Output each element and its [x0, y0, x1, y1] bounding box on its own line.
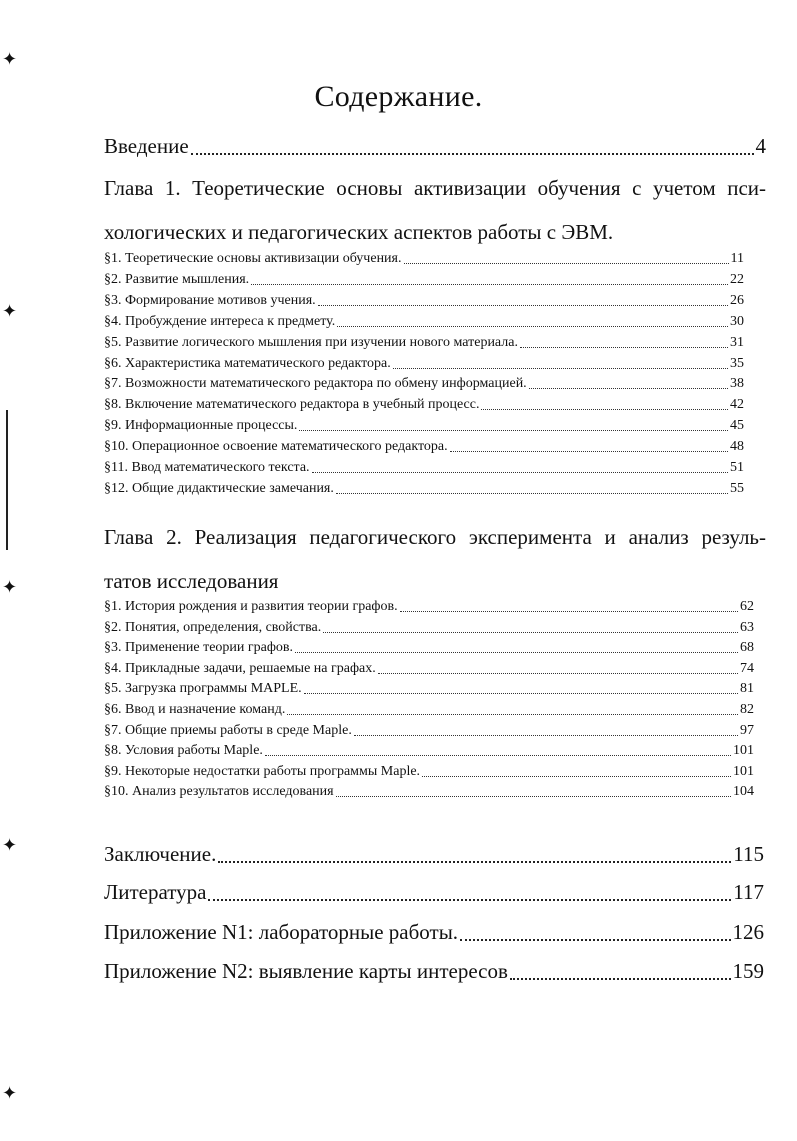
toc-entry-page: 31 — [730, 334, 744, 350]
leader-dots — [312, 472, 728, 473]
toc-entry-label: Литература — [104, 880, 207, 904]
leader-dots — [378, 673, 738, 674]
leader-dots — [404, 263, 729, 264]
toc-entry-page: 51 — [730, 460, 744, 475]
toc-section-item — [104, 620, 754, 636]
leader-dots — [287, 714, 738, 715]
punch-hole-mark-icon: ✦ — [2, 1083, 18, 1103]
leader-dots — [218, 861, 731, 863]
chapter2-heading-line2: татов исследования — [104, 569, 279, 593]
toc-section-item — [104, 661, 754, 677]
toc-entry-page: 62 — [740, 599, 754, 614]
toc-entry-page: 81 — [740, 681, 754, 697]
leader-dots — [208, 899, 731, 901]
toc-entry-label: §7. Возможности математического редактора по обмену информацией. — [104, 376, 527, 392]
page-title: Содержание. — [314, 80, 483, 113]
toc-entry-label: §9. Информационные процессы. — [104, 418, 298, 434]
toc-entry-label: §10. Операционное освоение математического редактора. — [104, 439, 448, 455]
leader-dots — [318, 305, 728, 306]
chapter1-heading-line2: хологических и педагогических аспектов работы с ЭВМ. — [104, 220, 614, 244]
toc-entry-page: 45 — [730, 418, 744, 434]
toc-entry-label: §4. Пробуждение интереса к предмету. — [104, 313, 336, 329]
toc-section-item — [104, 640, 754, 656]
leader-dots — [520, 347, 728, 348]
toc-entry-label: §6. Ввод и назначение команд. — [104, 702, 286, 717]
toc-entry-label: Введение — [104, 134, 189, 158]
punch-hole-mark-icon: ✦ — [2, 49, 18, 69]
scan-edge-line — [6, 410, 8, 550]
leader-dots — [336, 493, 728, 494]
toc-entry-label: §1. Теоретические основы активизации обучения. — [104, 251, 402, 266]
leader-dots — [337, 326, 728, 327]
toc-entry-label: §12. Общие дидактические замечания. — [104, 480, 334, 496]
punch-hole-mark-icon: ✦ — [2, 301, 18, 321]
toc-entry-page: 11 — [730, 251, 744, 266]
leader-dots — [265, 755, 731, 756]
leader-dots — [323, 632, 738, 633]
toc-entry-label: §7. Общие приемы работы в среде Maple. — [104, 722, 352, 738]
chapter1-heading-line1: Глава 1. Теоретические основы активизации обучения с учетом пси- — [104, 176, 766, 200]
toc-entry-label: §3. Применение теории графов. — [104, 640, 294, 656]
toc-entry-label: §9. Некоторые недостатки работы программы Maple. — [104, 763, 421, 779]
toc-entry-page: 115 — [733, 842, 764, 866]
toc-entry-label: §1. История рождения и развития теории графов. — [104, 599, 398, 614]
toc-section-item — [104, 356, 744, 372]
toc-entry-label: §2. Развитие мышления. — [104, 271, 250, 287]
leader-dots — [251, 284, 728, 285]
toc-section-item — [104, 251, 744, 267]
chapter2-heading-line1: Глава 2. Реализация педагогического эксперимента и анализ резуль- — [104, 525, 766, 549]
toc-section-item — [104, 764, 754, 780]
leader-dots — [295, 652, 738, 653]
leader-dots — [191, 153, 754, 155]
toc-entry-page: 4 — [755, 134, 766, 158]
toc-entry-page: 101 — [733, 763, 754, 779]
toc-entry-page: 38 — [730, 376, 744, 392]
toc-entry-label: Заключение. — [104, 842, 217, 866]
toc-section-item — [104, 599, 754, 615]
leader-dots — [481, 409, 728, 410]
toc-entry-page: 74 — [740, 660, 754, 676]
toc-section-item — [104, 418, 744, 434]
toc-entry-page: 97 — [740, 722, 754, 738]
toc-entry-page: 48 — [730, 439, 744, 455]
toc-entry-page: 159 — [732, 959, 764, 983]
toc-closing-item — [104, 880, 764, 905]
toc-section-item — [104, 397, 744, 413]
chapter1-heading — [104, 166, 766, 254]
toc-section-item — [104, 723, 754, 739]
toc-entry-page: 117 — [733, 880, 764, 904]
toc-closing-item — [104, 842, 764, 867]
leader-dots — [510, 978, 731, 980]
toc-entry-page: 22 — [730, 271, 744, 287]
toc-entry-page: 63 — [740, 619, 754, 635]
toc-section-item — [104, 481, 744, 497]
toc-entry-intro — [104, 134, 766, 159]
toc-entry-label: §6. Характеристика математического редактора. — [104, 355, 391, 371]
chapter2-heading — [104, 515, 766, 603]
toc-entry-page: 68 — [740, 640, 754, 656]
toc-entry-page: 101 — [733, 743, 754, 759]
toc-entry-page: 30 — [730, 313, 744, 329]
toc-section-item — [104, 681, 754, 697]
toc-closing-item — [104, 920, 764, 945]
toc-section-item — [104, 272, 744, 288]
toc-section-item — [104, 293, 744, 309]
leader-dots — [400, 611, 738, 612]
toc-section-item — [104, 702, 754, 718]
leader-dots — [422, 776, 731, 777]
toc-entry-page: 35 — [730, 355, 744, 371]
leader-dots — [336, 796, 731, 797]
toc-entry-label: §5. Загрузка программы MAPLE. — [104, 681, 302, 697]
toc-entry-page: 55 — [730, 480, 744, 496]
toc-entry-label: §8. Включение математического редактора в учебный процесс. — [104, 397, 480, 413]
toc-entry-label: Приложение N2: выявление карты интересов — [104, 959, 508, 983]
toc-section-item — [104, 335, 744, 351]
leader-dots — [304, 693, 738, 694]
toc-section-item — [104, 784, 754, 800]
leader-dots — [529, 388, 728, 389]
toc-section-item — [104, 376, 744, 392]
punch-hole-mark-icon: ✦ — [2, 577, 18, 597]
toc-entry-page: 26 — [730, 292, 744, 308]
toc-entry-label: §10. Анализ результатов исследования — [104, 784, 334, 800]
leader-dots — [450, 451, 728, 452]
toc-entry-page: 126 — [732, 920, 764, 944]
toc-entry-page: 42 — [730, 397, 744, 413]
toc-section-item — [104, 439, 744, 455]
toc-section-item — [104, 743, 754, 759]
toc-entry-label: §8. Условия работы Maple. — [104, 743, 263, 759]
toc-entry-label: §2. Понятия, определения, свойства. — [104, 619, 322, 635]
toc-closing-item — [104, 959, 764, 984]
leader-dots — [393, 368, 728, 369]
toc-entry-page: 104 — [733, 784, 754, 800]
toc-entry-label: §3. Формирование мотивов учения. — [104, 292, 316, 308]
punch-hole-mark-icon: ✦ — [2, 835, 18, 855]
leader-dots — [460, 939, 730, 941]
toc-entry-label: Приложение N1: лабораторные работы. — [104, 920, 459, 944]
leader-dots — [299, 430, 728, 431]
toc-section-item — [104, 314, 744, 330]
toc-entry-label: §5. Развитие логического мышления при изучении нового материала. — [104, 334, 518, 350]
toc-entry-page: 82 — [740, 702, 754, 717]
toc-entry-label: §4. Прикладные задачи, решаемые на графах. — [104, 660, 376, 676]
toc-section-item — [104, 460, 744, 476]
toc-entry-label: §11. Ввод математического текста. — [104, 460, 310, 475]
leader-dots — [354, 735, 738, 736]
